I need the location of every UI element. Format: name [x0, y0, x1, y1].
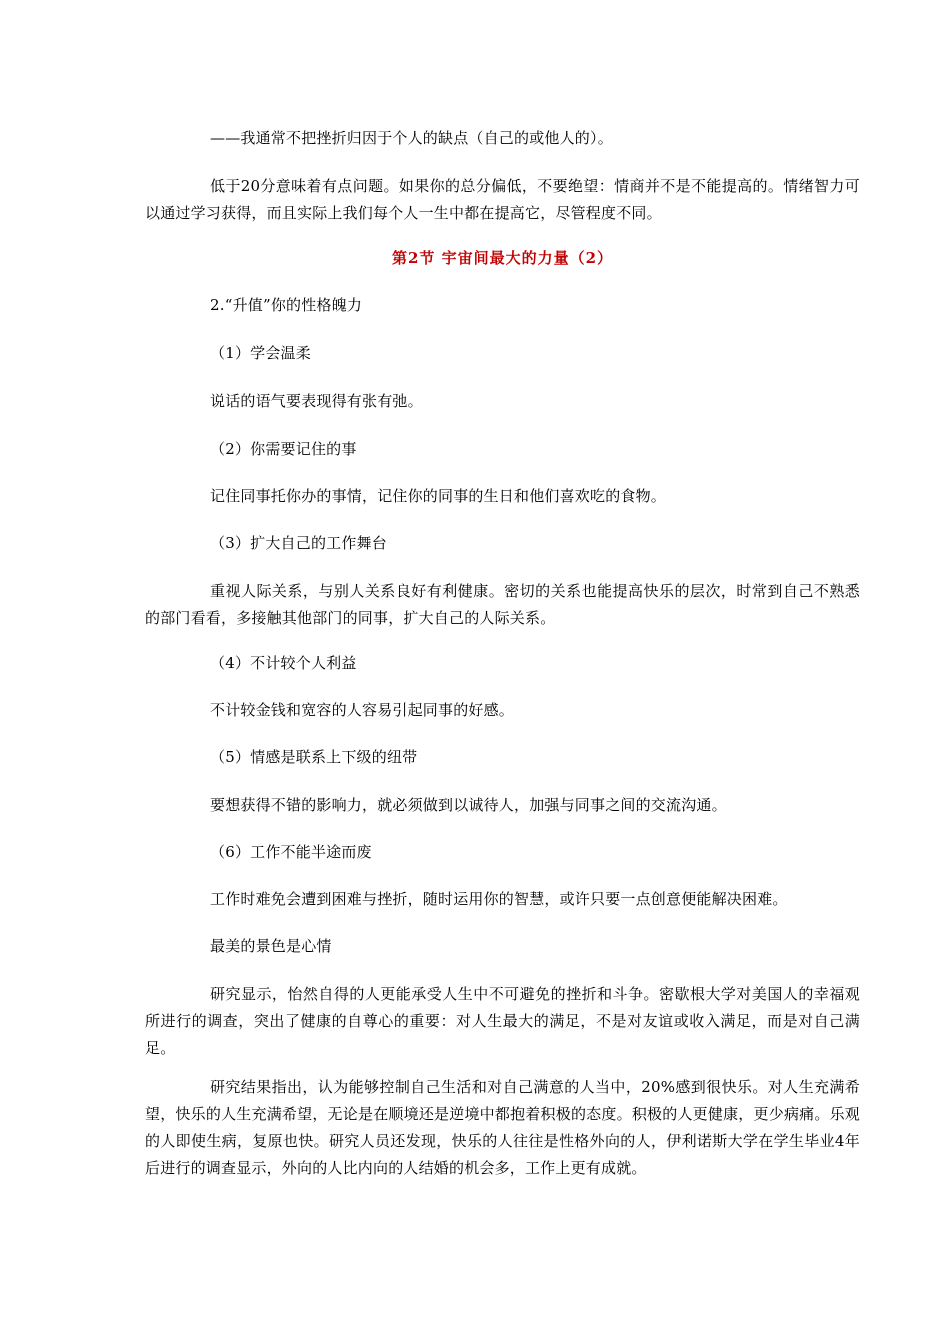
- paragraph: 说话的语气要表现得有张有弛。: [210, 392, 423, 410]
- paragraph: 重视人际关系，与别人关系良好有利健康。密切的关系也能提高快乐的层次，时常到自己不熟悉的部门看看，多接触其他部门的同事，扩大自己的人际关系。: [145, 582, 860, 627]
- paragraph: 要想获得不错的影响力，就必须做到以诚待人，加强与同事之间的交流沟通。: [210, 796, 727, 814]
- item-title: （3）扩大自己的工作舞台: [210, 534, 387, 552]
- paragraph: 工作时难免会遭到困难与挫折，随时运用你的智慧，或许只要一点创意便能解决困难。: [210, 890, 788, 908]
- item-title: （6）工作不能半途而废: [210, 843, 372, 861]
- paragraph: 研究结果指出，认为能够控制自己生活和对自己满意的人当中，20%感到很快乐。对人生充满希望，快乐的人生充满希望，无论是在顺境还是逆境中都抱着积极的态度。积极的人更健康，更少病痛。乐观的人即使生病，复原也快。研究人员还发现，快乐的人往往是性格外向的人，伊利诺斯大学在学生毕业4年后进行的调查显示，外向的人比内向的人结婚的机会多，工作上更有成就。: [145, 1078, 860, 1177]
- item-title: （2）你需要记住的事: [210, 440, 357, 458]
- paragraph: ——我通常不把挫折归因于个人的缺点（自己的或他人的）。: [210, 129, 613, 147]
- paragraph: 研究显示，怡然自得的人更能承受人生中不可避免的挫折和斗争。密歇根大学对美国人的幸福观所进行的调查，突出了健康的自尊心的重要：对人生最大的满足，不是对友谊或收入满足，而是对自己满足。: [145, 985, 860, 1057]
- paragraph: 低于20分意味着有点问题。如果你的总分偏低，不要绝望：情商并不是不能提高的。情绪智力可以通过学习获得，而且实际上我们每个人一生中都在提高它，尽管程度不同。: [145, 177, 860, 222]
- item-title: （1）学会温柔: [210, 344, 311, 362]
- paragraph: 记住同事托你办的事情，记住你的同事的生日和他们喜欢吃的食物。: [210, 487, 667, 505]
- item-title: （4）不计较个人利益: [210, 654, 357, 672]
- subsection-title: 2.“升值”你的性格魄力: [210, 296, 363, 314]
- subsection-title: 最美的景色是心情: [210, 937, 332, 955]
- item-title: （5）情感是联系上下级的纽带: [210, 748, 418, 766]
- section-heading: 第2节 宇宙间最大的力量（2）: [391, 249, 614, 267]
- paragraph: 不计较金钱和宽容的人容易引起同事的好感。: [210, 701, 515, 719]
